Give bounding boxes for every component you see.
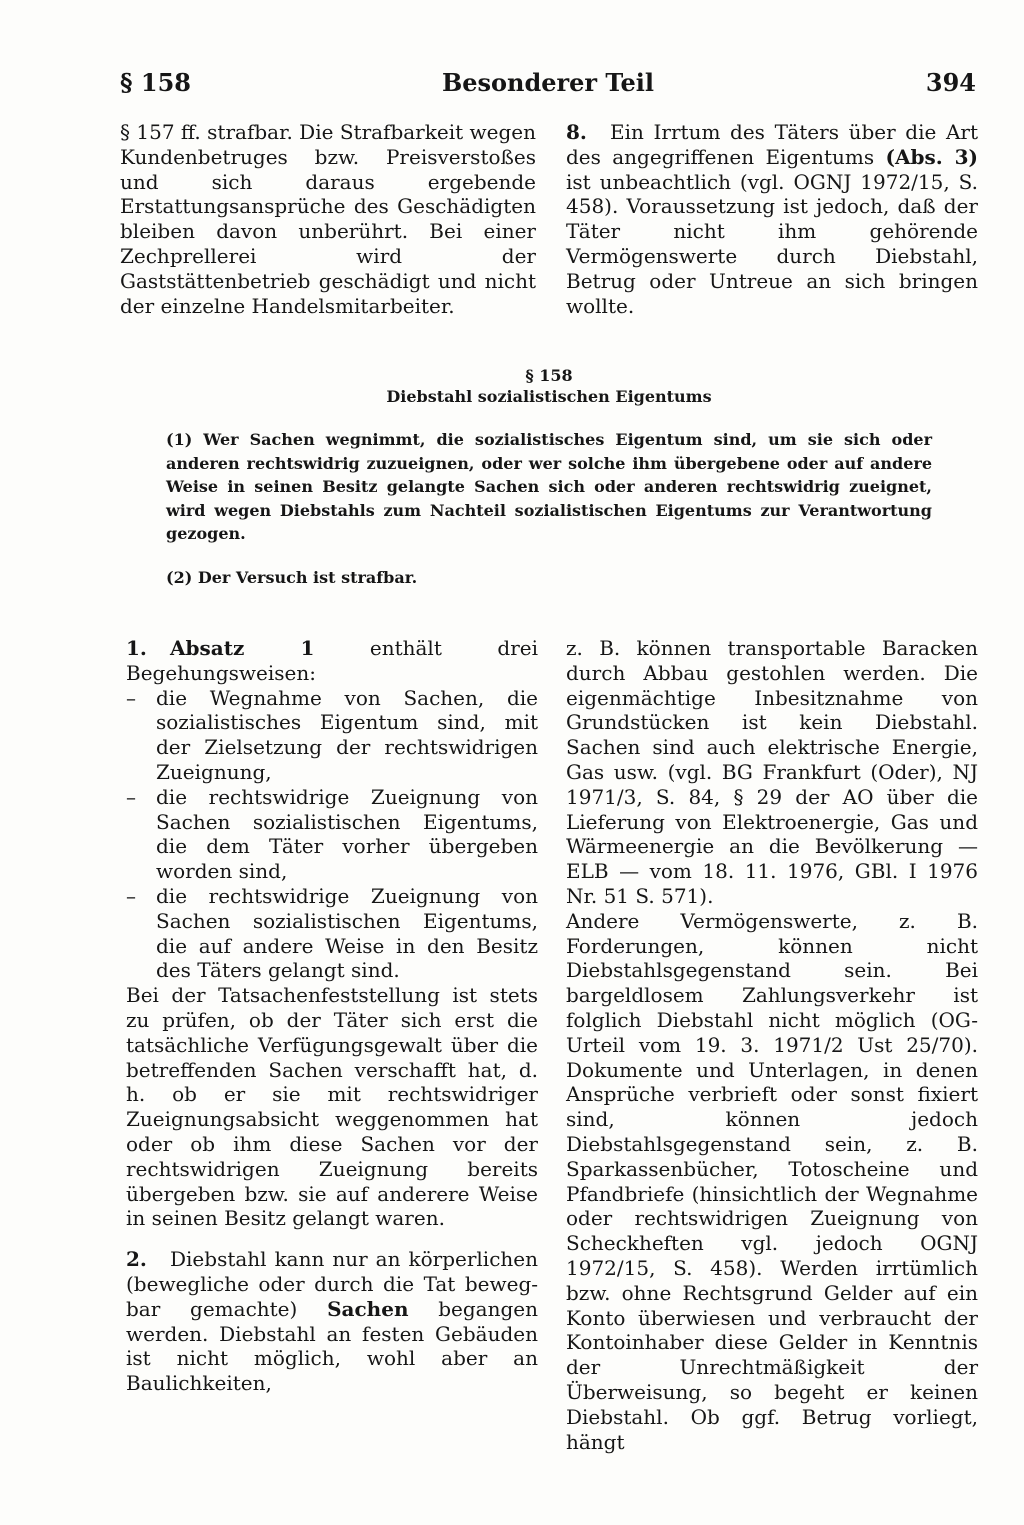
note-8 — [566, 120, 978, 318]
note-text-b: begangen werden. Diebstahl an festen Gebäuden ist nicht möglich, wohl aber an Baulichkeiten, — [126, 1296, 539, 1396]
top-left-column — [120, 120, 536, 318]
note-text-b: ist unbeachtlich (vgl. OGNJ 1972/15, S. 458). Voraussetzung ist jedoch, daß der Täter nicht ihm gehörende Vermögenswerte durch Diebstahl, Betrug oder Untreue an sich bringen wollte. — [566, 169, 978, 318]
note-ref: Sachen — [327, 1296, 409, 1321]
header-title: Besonderer Teil — [441, 68, 655, 97]
note-number: 8. — [566, 120, 587, 144]
note-text: enthält drei Begehungsweisen: — [126, 636, 538, 685]
bottom-right-column — [566, 636, 978, 1454]
note-ref: (Abs. 3) — [885, 144, 979, 169]
note-1 — [126, 636, 538, 686]
header-section: § 158 — [120, 68, 192, 97]
note-number: 1. — [126, 636, 147, 660]
note-2 — [126, 1247, 538, 1396]
list-item — [126, 686, 538, 785]
list-item — [126, 884, 538, 983]
dash: – — [126, 784, 136, 809]
spacer — [126, 1231, 538, 1247]
note-text-a: Ein Irrtum des Täters über die Art des angegriffenen Eigentums — [566, 120, 978, 169]
note-text-a: Diebstahl kann nur an körperlichen (bewegliche oder durch die Tat beweg-bar gemachte) — [126, 1247, 538, 1321]
body-paragraph: z. B. können transportable Baracken durch Abbau gestohlen werden. Die eigenmächtige Inbesitznahme von Grundstücken ist kein Diebstahl. Sachen sind auch elektrische Energie, Gas usw. (vgl. BG Frankfurt (Oder), NJ 1971/3, S. 84, § 29 der AO über die Lieferung von Elektroenergie, Gas und Wärmeenergie an die Bevölkerung — ELB — vom 18. 11. 1976, GBl. I 1976 Nr. 51 S. 571). — [566, 636, 978, 908]
note-number: 2. — [126, 1247, 147, 1272]
page-number: 394 — [925, 68, 976, 97]
body-paragraph: Bei der Tatsachenfeststellung ist stets zu prüfen, ob der Täter sich erst die tatsächliche Verfügungsgewalt über die betreffenden Sachen verschafft hat, d. h. ob er sie mit rechtswidriger Zueignungsabsicht weggenommen hat oder ob ihm diese Sachen vor der rechtswidrigen Zueignung bereits übergeben bzw. sie auf anderere Weise in seinen Besitz gelangt waren. — [126, 983, 538, 1231]
running-header — [120, 68, 976, 100]
top-right-column — [566, 120, 978, 318]
list-item-text: die Wegnahme von Sachen, die sozialistisches Eigentum sind, mit der Zielsetzung der rechtswidrigen Zueignung, — [156, 685, 538, 784]
continued-paragraph: § 157 ff. strafbar. Die Strafbarkeit wegen Kundenbetruges bzw. Preisverstoßes und sich daraus ergebende Erstattungsansprüche des Geschädigten bleiben davon unberührt. Bei einer Zechprellerei wird der Gaststättenbetrieb geschädigt und nicht der einzelne Handelsmitarbeiter. — [120, 120, 536, 318]
dash: – — [126, 883, 136, 908]
list-item-text: die rechtswidrige Zueignung von Sachen sozialistischen Eigentums, die auf andere Weise in den Besitz des Täters gelangt sind. — [156, 883, 538, 983]
law-section-title: Diebstahl sozialistischen Eigentums — [386, 387, 712, 406]
list-item-text: die rechtswidrige Zueignung von Sachen sozialistischen Eigentums, die dem Täter vorher übergeben worden sind, — [156, 784, 538, 884]
law-paragraph-2: (2) Der Versuch ist strafbar. — [166, 568, 418, 587]
law-section-number: § 158 — [525, 366, 573, 385]
dash: – — [126, 685, 136, 710]
list-item — [126, 785, 538, 884]
body-paragraph: Andere Vermögenswerte, z. B. Forderungen, können nicht Diebstahlsgegenstand sein. Bei bargeldlosem Zahlungsverkehr ist folglich Diebstahl nicht möglich (OG-Urteil vom 19. 3. 1971/2 Ust 25/70). Dokumente und Unterlagen, in denen Ansprüche verbrieft oder sonst fixiert sind, können jedoch Diebstahlsgegenstand sein, z. B. Sparkassenbücher, Totoscheine und Pfandbriefe (hinsichtlich der Wegnahme oder rechtswidrigen Zueignung von Scheckheften vgl. jedoch OGNJ 1972/15, S. 458). Werden irrtümlich bzw. ohne Rechtsgrund Gelder auf ein Konto überwiesen und verbraucht der Kontoinhaber diese Gelder in Kenntnis der Unrechtmäßigkeit der Überweisung, so begeht er keinen Diebstahl. Ob ggf. Betrug vorliegt, hängt — [566, 908, 978, 1454]
law-paragraph-1: (1) Wer Sachen wegnimmt, die sozialistisches Eigentum sind, um sie sich oder anderen rechtswidrig zuzueignen, oder wer solche ihm übergebene oder auf andere Weise in seinen Besitz gelangte Sachen sich oder anderen rechtswidrig zueignet, wird wegen Diebstahls zum Nachteil sozialistischen Eigentums zur Verantwortung gezogen. — [166, 430, 932, 544]
note-ref: Absatz 1 — [170, 636, 315, 660]
bottom-left-column — [126, 636, 538, 1396]
